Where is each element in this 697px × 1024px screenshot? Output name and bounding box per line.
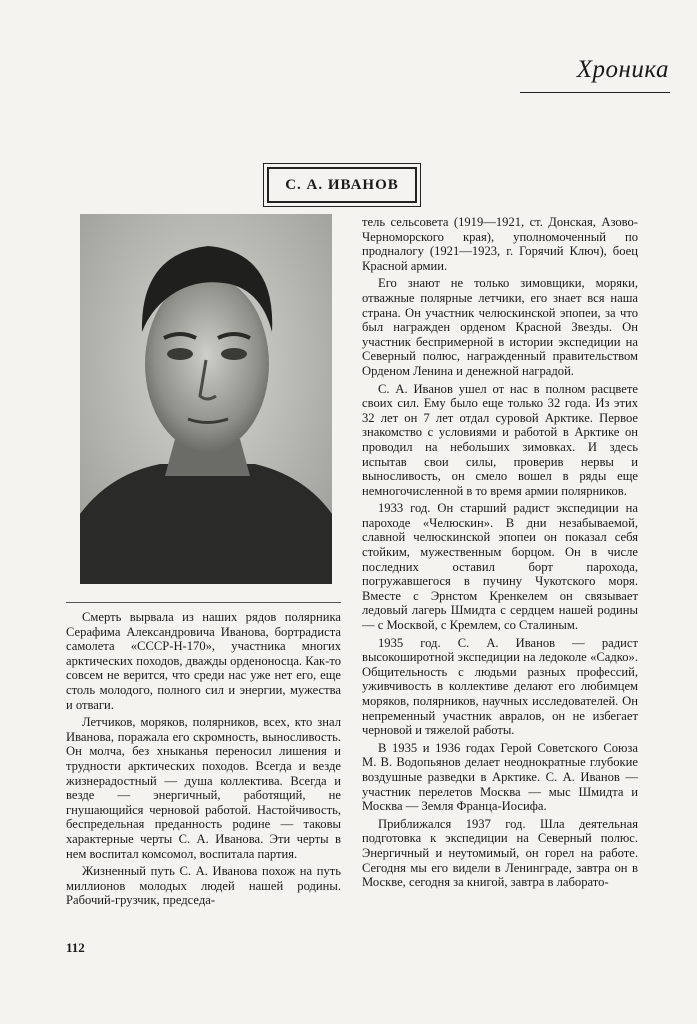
paragraph: С. А. Иванов ушел от нас в полном расцвете своих сил. Ему было еще только 32 года. Из этих 32 лет он 7 лет отдал суровой Арктике. Первое знакомство с условиями и работой в Арктике он проводил на небольших зимовках. И здесь испытав свои силы, проверив нервы и выносливость, он смело вошел в ряды еще немногочисленной в то время армии полярников.: [362, 381, 638, 498]
paragraph: 1933 год. Он старший радист экспедиции на пароходе «Челюскин». В дни незабываемой, славной челюскинской эпопеи он показал себя стойким, мужественным борцом. Он в числе последних оставил борт парохода, погружавшегося в пучину Чукотского моря. Вместе с Эрнстом Кренкелем он связывает ледовый лагерь Шмидта с сердцем нашей родины — с Москвой, с Кремлем, со Сталиным.: [362, 501, 638, 633]
section-underline: [520, 92, 670, 93]
paragraph: Смерть вырвала из наших рядов полярника Серафима Александровича Иванова, бортрадиста самолета «СССР-Н-170», участника многих арктических походов, дважды орденоносца. Как-то совсем не верится, что среди нас уже нет его, еще столь молодого, полного сил и энергии, мужества и отваги.: [66, 610, 341, 712]
paragraph: Его знают не только зимовщики, моряки, отважные полярные летчики, его знает вся наша страна. Он участник челюскинской эпопеи, за что был награжден орденом Красной Звезды. Он участник беспримерной в истории экспедиции на Северный полюс, награжденный правительством Орденом Ленина и денежной наградой.: [362, 276, 638, 378]
paragraph: Жизненный путь С. А. Иванова похож на путь миллионов молодых людей нашей родины. Рабочий-грузчик, председа-: [66, 864, 341, 908]
paragraph: тель сельсовета (1919—1921, ст. Донская, Азово-Черноморского края), уполномоченный по продналогу (1921—1923, г. Горячий Ключ), боец Красной армии.: [362, 215, 638, 273]
article-column-left: [66, 610, 341, 911]
column-divider: [66, 602, 341, 603]
portrait-photo: [80, 214, 332, 584]
paragraph: 1935 год. С. А. Иванов — радист высокоширотной экспедиции на ледоколе «Садко». Общительность с людьми разных профессий, уживчивость в коллективе делают его любимцем моряков, полярников, научных исследователей. Он непременный участник авралов, он не избегает черновой и тяжелой работы.: [362, 635, 638, 738]
page-number: 112: [66, 940, 85, 955]
paragraph: Приближался 1937 год. Шла деятельная подготовка к экспедиции на Северный полюс. Энергичный и неутомимый, он горел на работе. Сегодня мы его видели в Ленинграде, завтра он в Москве, сегодня за книгой, завтра в лаборато-: [362, 816, 638, 890]
article-title-box: [263, 163, 421, 207]
paragraph: В 1935 и 1936 годах Герой Советского Союза М. В. Водопьянов делает неоднократные глубокие воздушные разведки в Арктике. С. А. Иванов — участник перелетов Москва — мыс Шмидта и Москва — Земля Франца-Иосифа.: [362, 740, 638, 814]
article-title: С. А. ИВАНОВ: [267, 167, 417, 203]
article-column-right: [362, 215, 638, 893]
paragraph: Летчиков, моряков, полярников, всех, кто знал Иванова, поражала его скромность, выносливость. Он молча, без хныканья переносил лишения и трудности арктических походов. Всегда и везде жизнерадостный — душа коллектива. Всегда и везде — энергичный, работящий, не гнушающийся черновой работой. Настойчивость, беспредельная преданность родине — таковы характерные черты С. А. Иванова. Эти черты в нем воспитал комсомол, воспитала партия.: [66, 715, 341, 861]
section-label: Хроника: [576, 56, 669, 83]
